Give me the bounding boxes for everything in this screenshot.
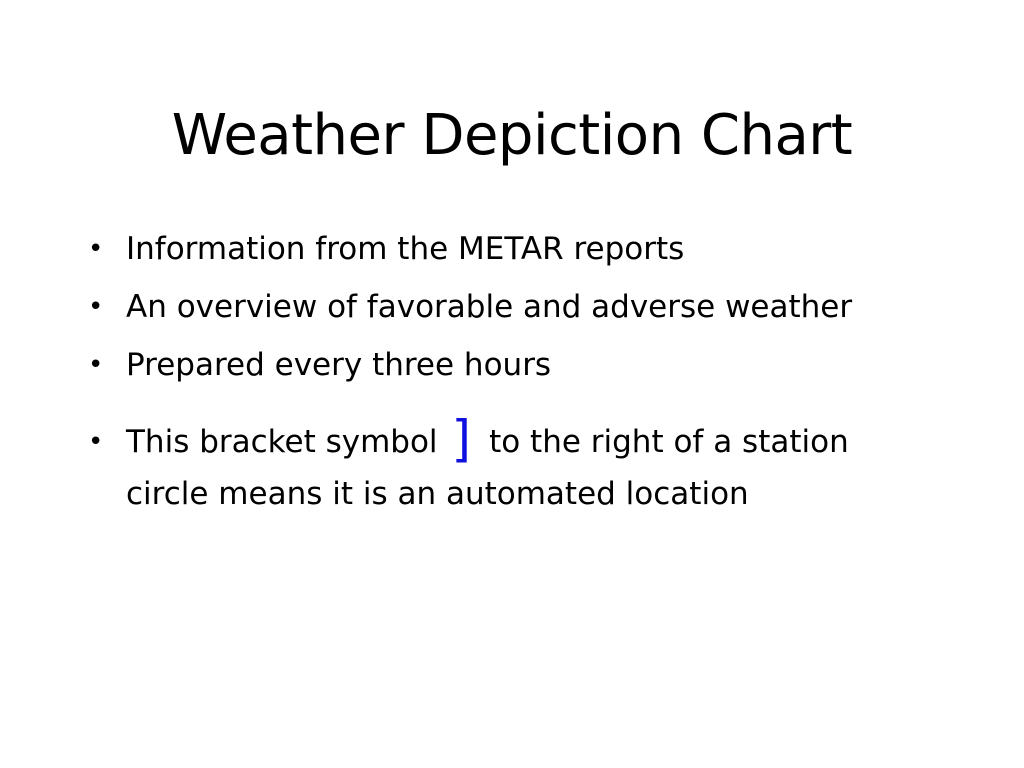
bullet-item xyxy=(88,226,888,272)
bullet-list xyxy=(88,226,888,532)
bullet-text: Information from the METAR reports xyxy=(126,231,685,267)
bullet-item xyxy=(88,342,888,388)
slide-title: Weather Depiction Chart xyxy=(171,103,853,168)
bullet-marker: • xyxy=(88,350,104,380)
bracket-symbol-icon: ] xyxy=(451,410,472,468)
bullet-marker: • xyxy=(88,427,104,457)
bullet-item xyxy=(88,284,888,330)
bullet-text-after-symbol: to the right of a station circle means it is an automated location xyxy=(126,424,849,512)
bullet-marker: • xyxy=(88,292,104,322)
bullet-text: Prepared every three hours xyxy=(126,347,552,383)
bullet-text-before-symbol: This bracket symbol xyxy=(126,424,438,460)
bullet-text: An overview of favorable and adverse weather xyxy=(126,289,853,325)
bullet-marker: • xyxy=(88,234,104,264)
bullet-item xyxy=(88,410,888,520)
